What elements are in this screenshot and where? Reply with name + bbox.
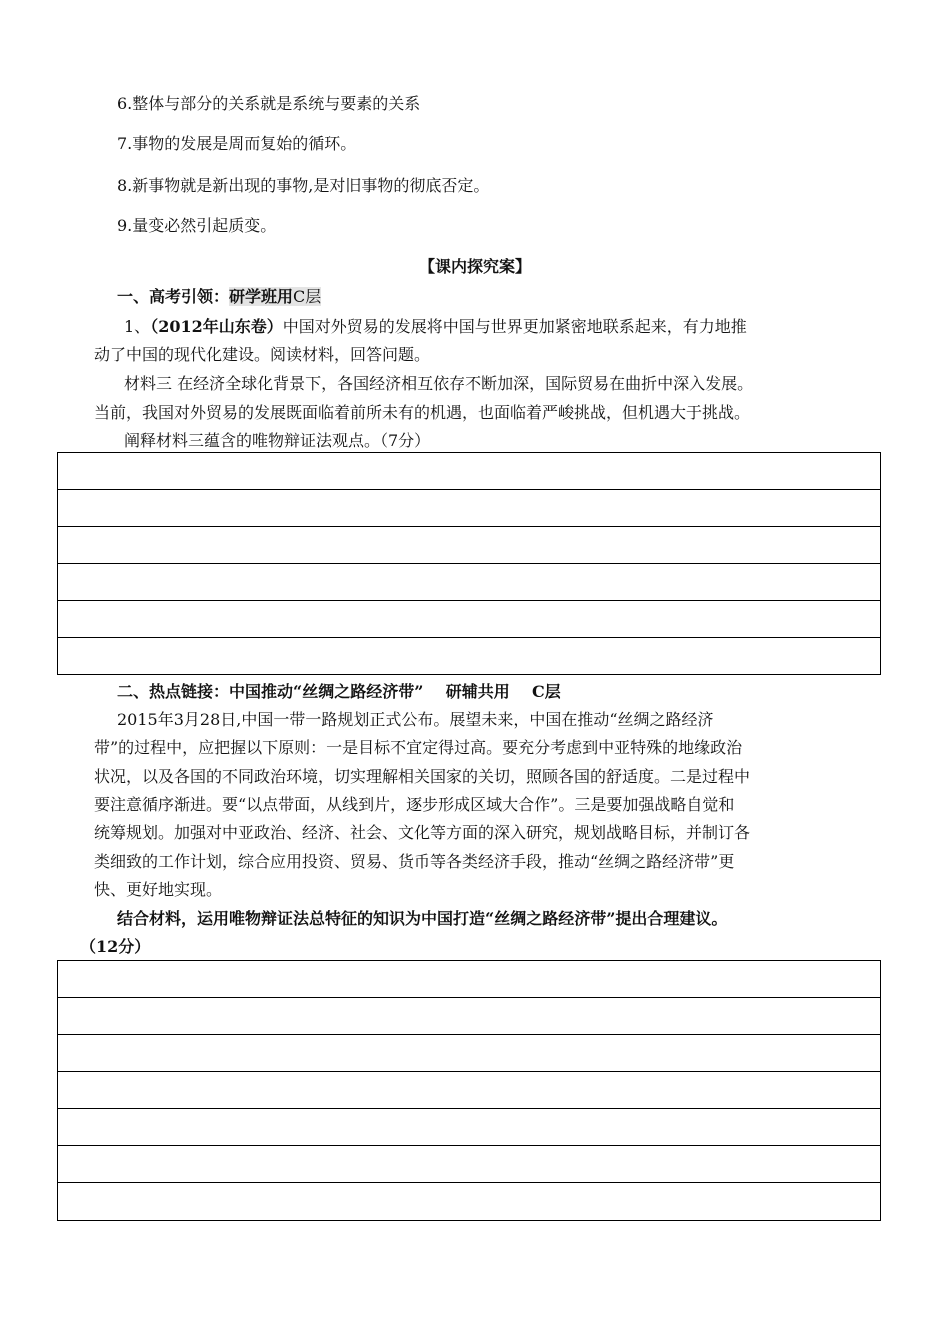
answer-line[interactable] <box>58 564 880 601</box>
answer-line[interactable] <box>58 601 880 638</box>
part1-question-intro <box>124 315 747 339</box>
answer-line[interactable] <box>58 1183 880 1220</box>
answer-line[interactable] <box>58 1146 880 1183</box>
answer-line[interactable] <box>58 638 880 675</box>
part2-task-line2: （12分） <box>80 937 151 956</box>
statement-8: 8.新事物就是新出现的事物,是对旧事物的彻底否定。 <box>117 176 490 195</box>
question-number: 1、 <box>124 317 151 336</box>
material-line1: 材料三 在经济全球化背景下，各国经济相互依存不断加深，国际贸易在曲折中深入发展。 <box>124 374 754 393</box>
statement-6: 6.整体与部分的关系就是系统与要素的关系 <box>117 94 421 113</box>
answer-line[interactable] <box>58 527 880 564</box>
answer-line[interactable] <box>58 998 880 1035</box>
answer-box-2[interactable] <box>57 960 881 1221</box>
part2-paragraph-line5: 统筹规划。加强对中亚政治、经济、社会、文化等方面的深入研究，规划战略目标，并制订各 <box>94 823 751 842</box>
answer-line[interactable] <box>58 961 880 998</box>
part1-heading-prefix: 一、高考引领： <box>117 287 230 306</box>
part1-heading <box>117 285 321 309</box>
part2-paragraph-line6: 类细致的工作计划，综合应用投资、贸易、货币等各类经济手段，推动“丝绸之路经济带”更 <box>94 852 735 871</box>
answer-box-1[interactable] <box>57 452 881 675</box>
part2-paragraph-line4: 要注意循序渐进。要“以点带面，从线到片，逐步形成区域大合作”。三是要加强战略自觉和 <box>94 795 735 814</box>
part1-heading-tag: 研学班用 <box>229 287 294 306</box>
part2-paragraph-line1: 2015年3月28日,中国一带一路规划正式公布。展望未来，中国在推动“丝绸之路经济 <box>117 710 714 729</box>
statement-9: 9.量变必然引起质变。 <box>117 216 277 235</box>
statement-7: 7.事物的发展是周而复始的循环。 <box>117 134 357 153</box>
question-source: （2012年山东卷） <box>150 317 283 336</box>
section-title: 【课内探究案】 <box>418 257 531 276</box>
material-line2: 当前，我国对外贸易的发展既面临着前所未有的机遇，也面临着严峻挑战，但机遇大于挑战。 <box>94 403 751 422</box>
part2-paragraph-line7: 快、更好地实现。 <box>94 880 223 899</box>
question-text: 中国对外贸易的发展将中国与世界更加紧密地联系起来，有力地推 <box>282 317 747 336</box>
part2-task-line1: 结合材料，运用唯物辩证法总特征的知识为中国打造“丝绸之路经济带”提出合理建议。 <box>117 909 728 928</box>
answer-line[interactable] <box>58 1072 880 1109</box>
part2-heading: 二、热点链接：中国推动“丝绸之路经济带” 研辅共用 C层 <box>117 682 561 701</box>
part1-heading-suffix: C层 <box>293 287 322 306</box>
answer-line[interactable] <box>58 1035 880 1072</box>
part2-paragraph-line3: 状况，以及各国的不同政治环境，切实理解相关国家的关切，照顾各国的舒适度。二是过程中 <box>94 767 751 786</box>
part1-task: 阐释材料三蕴含的唯物辩证法观点。（7分） <box>124 431 431 450</box>
part2-paragraph-line2: 带”的过程中，应把握以下原则：一是目标不宜定得过高。要充分考虑到中亚特殊的地缘政治 <box>94 738 743 757</box>
answer-line[interactable] <box>58 490 880 527</box>
answer-line[interactable] <box>58 453 880 490</box>
answer-line[interactable] <box>58 1109 880 1146</box>
part1-question-line2: 动了中国的现代化建设。阅读材料，回答问题。 <box>94 345 431 364</box>
